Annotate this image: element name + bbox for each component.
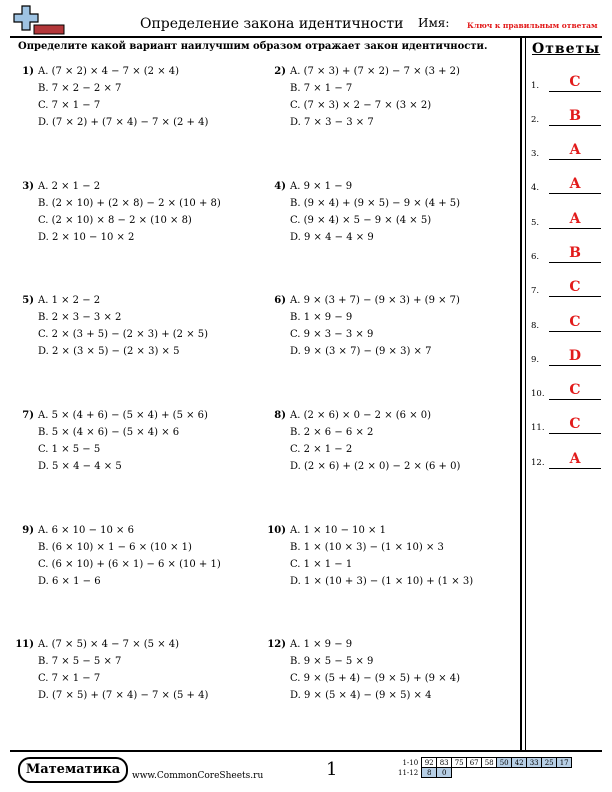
answer-row [531,277,601,297]
answer-line [549,399,601,400]
option-d: D. (7 × 5) + (7 × 4) − 7 × (5 + 4) [38,690,209,701]
option-a: A. 1 × 10 − 10 × 1 [290,525,386,536]
answer-line [549,159,601,160]
problem-number: 9) [22,525,34,536]
option-a: A. 9 × 1 − 9 [290,181,353,192]
answer-value: B [569,108,581,124]
answer-row [531,449,601,469]
instruction-text: Определите какой вариант наилучшим образом отражает закон идентичности. [18,41,488,52]
option-b: B. (2 × 10) + (2 × 8) − 2 × (10 + 8) [38,198,221,209]
option-a: A. 5 × (4 + 6) − (5 × 4) + (5 × 6) [38,410,208,421]
answer-value: C [569,74,581,90]
option-c: C. 9 × 3 − 3 × 9 [290,329,374,340]
answer-row [531,414,601,434]
answer-value: A [569,211,581,227]
answer-value: C [569,382,581,398]
option-b: B. (9 × 4) + (9 × 5) − 9 × (4 + 5) [290,198,461,209]
option-b: B. 5 × (4 × 6) − (5 × 4) × 6 [38,427,180,438]
answer-value: C [569,314,581,330]
option-a: A. 1 × 9 − 9 [290,639,353,650]
problem-number: 11) [15,639,34,650]
problem-number: 4) [274,181,286,192]
answer-number: 7. [531,286,540,296]
problem-number: 2) [274,66,286,77]
answer-number: 12. [531,458,545,468]
answer-line [549,193,601,194]
answer-line [549,262,601,263]
problem-number: 6) [274,295,286,306]
problem-number: 12) [267,639,286,650]
problem-number: 5) [22,295,34,306]
option-b: B. 7 × 1 − 7 [290,83,353,94]
answer-row [531,106,601,126]
option-d: D. 2 × 10 − 10 × 2 [38,232,135,243]
score-cell: 33 [527,758,542,768]
problem-number: 1) [22,66,34,77]
page-number: 1 [326,759,338,780]
score-cell: 67 [467,758,482,768]
option-a: A. 9 × (3 + 7) − (9 × 3) + (9 × 7) [290,295,460,306]
answer-key-label: Ключ к правильным ответам [467,21,598,30]
option-c: C. 7 × 1 − 7 [38,100,101,111]
score-cell: 50 [497,758,512,768]
answer-line [549,468,601,469]
score-table [396,757,572,778]
answer-line [549,296,601,297]
option-a: A. 2 × 1 − 2 [38,181,101,192]
answer-value: D [568,348,582,364]
score-cell: 83 [437,758,452,768]
option-d: D. 5 × 4 − 4 × 5 [38,461,122,472]
answer-value: A [569,451,581,467]
option-d: D. 7 × 3 − 3 × 7 [290,117,374,128]
page-title: Определение закона идентичности [140,16,404,32]
option-c: C. (9 × 4) × 5 − 9 × (4 × 5) [290,215,432,226]
answer-row [531,140,601,160]
subject-badge: Математика [18,757,128,783]
answer-row [531,243,601,263]
answer-column-border [520,36,522,750]
score-row [396,758,572,768]
answer-number: 8. [531,321,540,331]
option-d: D. 1 × (10 + 3) − (1 × 10) + (1 × 3) [290,576,474,587]
score-range-label: 11-12 [398,768,419,777]
answer-line [549,331,601,332]
answer-line [549,91,601,92]
answer-value: A [569,176,581,192]
answer-line [549,228,601,229]
option-b: B. 2 × 6 − 6 × 2 [290,427,374,438]
problem-number: 10) [267,525,286,536]
answer-row [531,312,601,332]
answer-value: B [569,245,581,261]
option-c: C. 2 × 1 − 2 [290,444,353,455]
score-cell: 58 [482,758,497,768]
option-b: B. 9 × 5 − 5 × 9 [290,656,374,667]
answer-number: 1. [531,81,540,91]
problem-number: 7) [22,410,34,421]
answer-value: C [569,416,581,432]
option-c: C. 2 × (3 + 5) − (2 × 3) + (2 × 5) [38,329,209,340]
option-d: D. 2 × (3 × 5) − (2 × 3) × 5 [38,346,180,357]
option-b: B. 7 × 2 − 2 × 7 [38,83,122,94]
option-d: D. (2 × 6) + (2 × 0) − 2 × (6 + 0) [290,461,461,472]
option-b: B. 7 × 5 − 5 × 7 [38,656,122,667]
problem-number: 3) [22,181,34,192]
score-cell: 75 [452,758,467,768]
answer-line [549,433,601,434]
option-a: A. 1 × 2 − 2 [38,295,101,306]
answer-row [531,72,601,92]
answer-line [549,125,601,126]
option-d: D. 6 × 1 − 6 [38,576,101,587]
answer-number: 6. [531,252,540,262]
option-d: D. (7 × 2) + (7 × 4) − 7 × (2 + 4) [38,117,209,128]
score-cell: 42 [512,758,527,768]
answer-row [531,380,601,400]
footer-divider [10,750,602,752]
option-d: D. 9 × (3 × 7) − (9 × 3) × 7 [290,346,432,357]
answer-row [531,174,601,194]
score-cell: 8 [422,768,437,778]
option-d: D. 9 × (5 × 4) − (9 × 5) × 4 [290,690,432,701]
name-label: Имя: [418,16,450,30]
answer-number: 5. [531,218,540,228]
score-cell: 0 [437,768,452,778]
option-c: C. (6 × 10) + (6 × 1) − 6 × (10 + 1) [38,559,221,570]
answer-column-border-inner [525,36,526,750]
option-c: C. 1 × 1 − 1 [290,559,353,570]
answer-number: 9. [531,355,540,365]
option-c: C. 7 × 1 − 7 [38,673,101,684]
answer-number: 11. [531,423,545,433]
answer-value: C [569,279,581,295]
answer-row [531,209,601,229]
answer-row [531,346,601,366]
option-c: C. 1 × 5 − 5 [38,444,101,455]
answer-number: 4. [531,183,540,193]
option-b: B. 1 × 9 − 9 [290,312,353,323]
option-a: A. (7 × 2) × 4 − 7 × (2 × 4) [38,66,180,77]
problem-number: 8) [274,410,286,421]
answer-number: 3. [531,149,540,159]
header-divider [10,36,602,38]
option-b: B. 2 × 3 − 3 × 2 [38,312,122,323]
answer-line [549,365,601,366]
option-c: C. 9 × (5 + 4) − (9 × 5) + (9 × 4) [290,673,461,684]
score-cell: 92 [422,758,437,768]
option-a: A. 6 × 10 − 10 × 6 [38,525,134,536]
option-d: D. 9 × 4 − 4 × 9 [290,232,374,243]
option-c: C. (7 × 3) × 2 − 7 × (3 × 2) [290,100,432,111]
score-row [396,768,572,778]
math-logo-icon [10,4,70,36]
answers-title: Ответы [532,41,601,57]
option-a: A. (7 × 3) + (7 × 2) − 7 × (3 + 2) [290,66,460,77]
option-b: B. 1 × (10 × 3) − (1 × 10) × 3 [290,542,444,553]
site-url: www.CommonCoreSheets.ru [132,771,264,781]
answer-number: 10. [531,389,545,399]
option-a: A. (2 × 6) × 0 − 2 × (6 × 0) [290,410,432,421]
option-b: B. (6 × 10) × 1 − 6 × (10 × 1) [38,542,192,553]
answer-value: A [569,142,581,158]
option-c: C. (2 × 10) × 8 − 2 × (10 × 8) [38,215,192,226]
score-cell: 25 [542,758,557,768]
answer-number: 2. [531,115,540,125]
score-range-label: 1-10 [402,758,419,767]
option-a: A. (7 × 5) × 4 − 7 × (5 × 4) [38,639,180,650]
score-cell: 17 [557,758,572,768]
